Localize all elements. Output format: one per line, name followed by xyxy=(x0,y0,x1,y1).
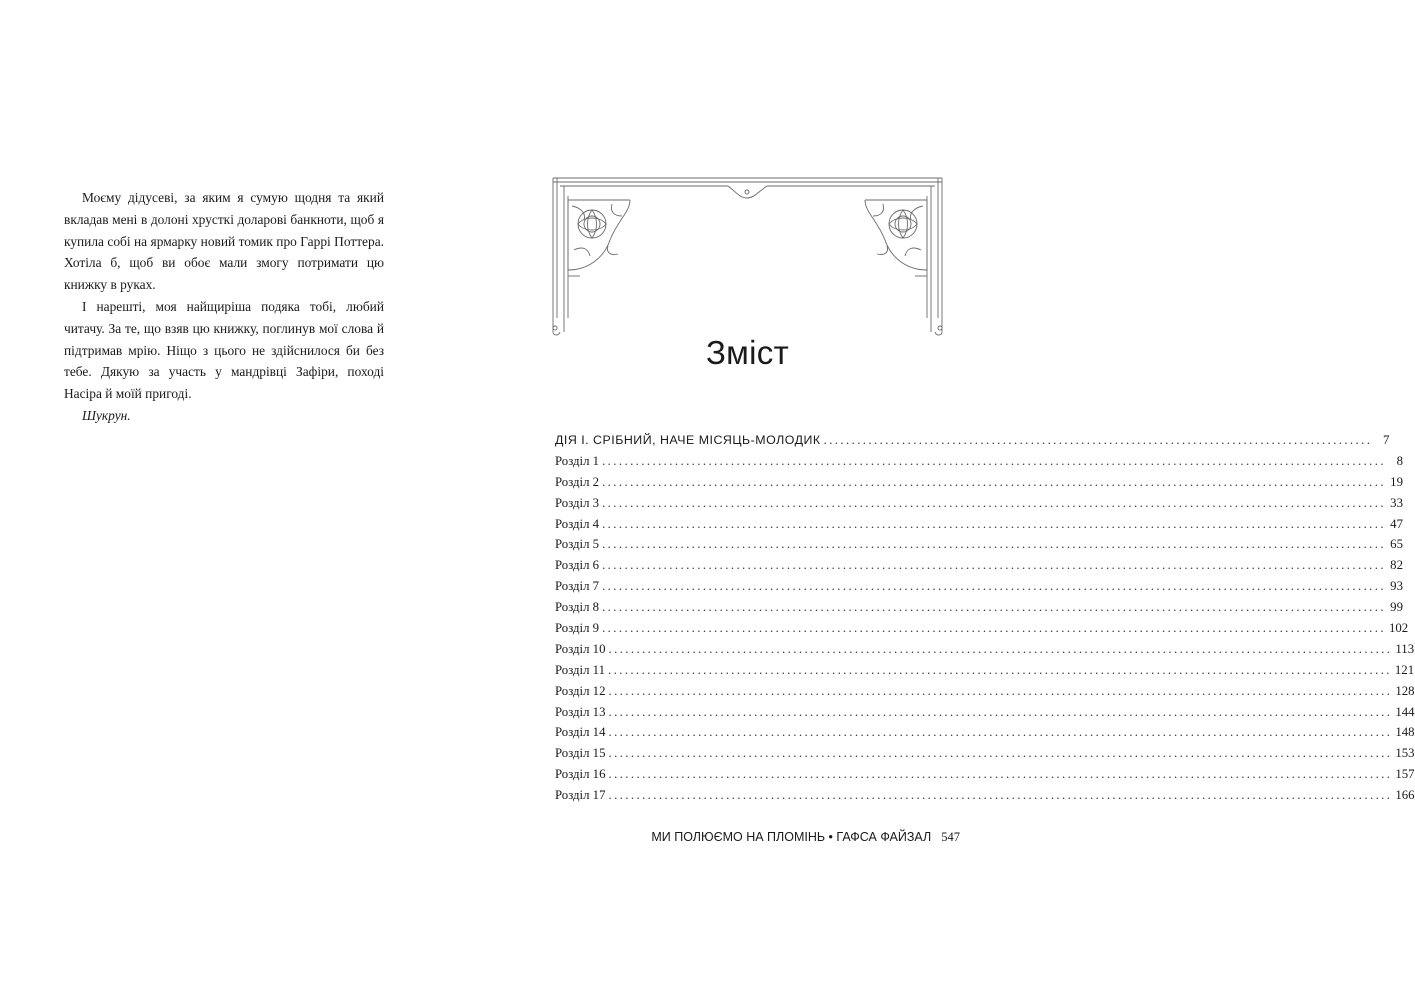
toc-part-page: 7 xyxy=(1382,433,1390,447)
toc-chapter-label: Розділ 17 xyxy=(555,788,606,803)
toc-chapter-label: Розділ 2 xyxy=(555,474,600,489)
toc-chapter-page: 128 xyxy=(1395,683,1415,698)
toc-title: Зміст xyxy=(705,334,790,371)
toc-chapter-entry xyxy=(555,702,1415,723)
toc-chapter-entry xyxy=(555,555,1403,576)
dot-leader: ............................................................................................................................................ xyxy=(608,641,1393,656)
toc-chapter-entry xyxy=(555,722,1415,743)
dot-leader: ............................................................................................................................................ xyxy=(608,767,1393,782)
toc-chapter-label: Розділ 11 xyxy=(555,662,605,677)
toc-chapter-label: Розділ 10 xyxy=(555,641,606,656)
dot-leader: ............................................................................................................................................ xyxy=(608,746,1393,761)
toc-chapter-page: 65 xyxy=(1390,537,1403,552)
toc-chapter-label: Розділ 7 xyxy=(555,579,600,594)
toc-chapter-label: Розділ 1 xyxy=(555,453,600,468)
running-head: МИ ПОЛЮЄМО НА ПЛОМІНЬ • ГАФСА ФАЙЗАЛ xyxy=(651,830,932,844)
toc-chapter-label: Розділ 15 xyxy=(555,746,606,761)
toc-chapter-page: 121 xyxy=(1394,662,1415,677)
signature: Шукрун. xyxy=(82,407,131,423)
dot-leader: ............................................................................................................................................ xyxy=(602,621,1386,636)
acknowledgement-paragraph-2: І нарешті, моя найщиріша подяка тобі, любий читачу. За те, що взяв цю книжку, поглинув мої слова й підтримав мрію. Ніщо з цього не здійснилося би без тебе. Дякую за участь у мандрівці Зафіри, поході Насіра й моїй пригоді. xyxy=(64,298,384,402)
dot-leader: ............................................................................................................................................ xyxy=(602,537,1386,552)
toc-chapter-page: 166 xyxy=(1395,788,1415,803)
left-page-text xyxy=(64,187,384,427)
dot-leader: ............................................................................................................................................ xyxy=(602,495,1386,510)
toc-chapter-page: 102 xyxy=(1388,621,1409,636)
dot-leader: ............................................................................................................................................ xyxy=(602,600,1386,615)
toc-chapter-page: 99 xyxy=(1390,600,1403,615)
toc-chapter-entry xyxy=(555,472,1403,493)
dot-leader: ............................................................................................................................................ xyxy=(602,453,1386,468)
toc-chapter-entry xyxy=(555,785,1415,806)
toc-chapter-entry xyxy=(555,597,1403,618)
table-of-contents xyxy=(555,430,1415,806)
toc-chapter-entry xyxy=(555,681,1415,702)
dot-leader: ............................................................................................................................................ xyxy=(602,516,1386,531)
toc-chapter-label: Розділ 8 xyxy=(555,600,600,615)
dot-leader: ............................................................................................................................................ xyxy=(608,788,1393,803)
toc-chapter-page: 148 xyxy=(1395,725,1415,740)
toc-chapter-label: Розділ 3 xyxy=(555,495,600,510)
toc-chapter-page: 153 xyxy=(1395,746,1415,761)
toc-chapter-label: Розділ 6 xyxy=(555,558,600,573)
dot-leader: ............................................................................................................................................ xyxy=(608,704,1393,719)
toc-chapter-label: Розділ 12 xyxy=(555,683,606,698)
toc-chapter-page: 33 xyxy=(1390,495,1403,510)
dot-leader: ............................................................................................................................................ xyxy=(608,725,1393,740)
toc-chapter-page: 144 xyxy=(1395,704,1415,719)
acknowledgement-paragraph-1: Моєму дідусеві, за яким я сумую щодня та який вкладав мені в долоні хрусткі доларові банкноти, щоб я купила собі на ярмарку новий томик про Гаррі Поттера. Хотіла б, щоб ви обоє мали змогу потримати цю книжку в руках. xyxy=(64,190,384,293)
toc-chapter-entry xyxy=(555,451,1403,472)
toc-chapter-entry xyxy=(555,639,1415,660)
toc-chapter-label: Розділ 5 xyxy=(555,537,600,552)
toc-chapter-entry xyxy=(555,764,1415,785)
running-footer xyxy=(651,830,960,845)
toc-chapter-page: 82 xyxy=(1390,558,1403,573)
toc-chapter-label: Розділ 4 xyxy=(555,516,600,531)
toc-chapter-page: 47 xyxy=(1390,516,1403,531)
toc-chapter-label: Розділ 13 xyxy=(555,704,606,719)
toc-chapter-page: 157 xyxy=(1395,767,1415,782)
toc-part-entry xyxy=(555,430,1390,451)
toc-chapter-entry xyxy=(555,743,1415,764)
dot-leader: ............................................................................................................................................ xyxy=(602,558,1386,573)
toc-chapter-entry xyxy=(555,660,1415,681)
toc-chapter-entry xyxy=(555,534,1403,555)
toc-chapter-entry xyxy=(555,493,1403,514)
toc-chapter-page: 8 xyxy=(1396,453,1403,468)
toc-chapter-page: 113 xyxy=(1395,641,1415,656)
page-number: 547 xyxy=(941,830,960,844)
dot-leader: ............................................................................................................................................ xyxy=(608,662,1392,677)
decorative-frame-ornament xyxy=(550,168,945,338)
toc-chapter-entry xyxy=(555,514,1403,535)
toc-chapter-entry xyxy=(555,576,1403,597)
dot-leader: ............................................................................................................................................ xyxy=(602,474,1386,489)
toc-chapter-label: Розділ 14 xyxy=(555,725,606,740)
toc-chapter-page: 19 xyxy=(1390,474,1403,489)
toc-part-label: ДІЯ І. СРІБНИЙ, НАЧЕ МІСЯЦЬ-МОЛОДИК xyxy=(555,433,821,447)
toc-chapter-entry xyxy=(555,618,1409,639)
dot-leader: ............................................................................................................................................ xyxy=(608,683,1393,698)
toc-chapter-label: Розділ 16 xyxy=(555,767,606,782)
toc-chapter-label: Розділ 9 xyxy=(555,621,600,636)
toc-chapter-page: 93 xyxy=(1390,579,1403,594)
dot-leader: ............................................................................................................................................ xyxy=(602,579,1386,594)
dot-leader: .................................................................................................. xyxy=(823,433,1373,447)
